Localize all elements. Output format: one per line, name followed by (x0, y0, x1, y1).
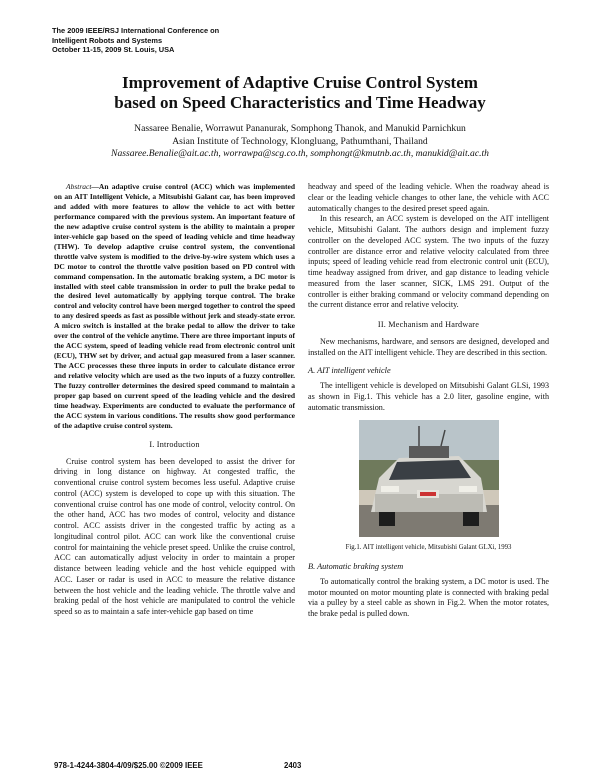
mechanism-text: New mechanisms, hardware, and sensors are designed, developed and installed on the AIT intelligent vehicle. They are described in this section. (308, 336, 549, 357)
abstract (54, 182, 295, 431)
page-number: 2403 (284, 761, 302, 770)
right-paragraph-2: In this research, an ACC system is developed on the AIT intelligent vehicle, Mitsubishi Galant. The authors design and implement fuzzy controller on the developed ACC system. The two inputs of the fuzzy controller are distance error and relative velocity calculated from three inputs; speed of leading vehicle read from electronic control unit (ECU), time headway assigned from driver, and gap distance to leading vehicle measured from the laser scanner, SICK, LMS 291. Output of the controller is either braking command or velocity command depending on the current distance error and relative velocity. (308, 214, 549, 310)
title-line-2: based on Speed Characteristics and Time Headway (114, 93, 486, 112)
conference-line-2: Intelligent Robots and Systems (52, 35, 163, 45)
section-heading-mechanism: II. Mechanism and Hardware (377, 320, 480, 329)
abstract-text: —An adaptive cruise control (ACC) which was implemented on an AIT Intelligent Vehicle, a Mitsubishi Galant car, has been improved and added with more features to allow the vehicle to act with better performance compared with the previous system. An important feature of the new adaptive cruise control system is the ability to maintain a proper inter-vehicle gap based on the speed of leading vehicle and time headway (THW). To develop adaptive cruise control system, the conventional throttle valve system is modified to the drive-by-wire system which uses a DC motor to control the throttle valve position based on PD control with command compensation. In the automatic braking system, a DC motor is installed with steel cable transmission in order to pull the brake pedal to the desired level automatically by applying torque control. The brake control and velocity control have been merged together to control the speed to any desired speeds as fast as possible without jerk and steady-state error. A micro switch is installed at the brake pedal to allow the driver to take over the control of the vehicle anytime. There are three important inputs of the ACC system, speed of leading vehicle read from electronic control unit (ECU), THW set by driver, and actual gap measured from a laser scanner. The ACC processes these three inputs in order to calculate distance error and relative velocity which are used as the two inputs of a fuzzy controller. The fuzzy controller determines the desired speed command to maintain a proper gap based on current speed of the leading vehicle and the desired time headway. Experiments are conducted to evaluate the performance of the ACC system in various conditions. The results show good performance of the adaptive cruise control system. (54, 182, 295, 430)
author-names: Nassaree Benalie, Worrawut Pananurak, Somphong Thanok, and Manukid Parnichkun (134, 123, 466, 134)
author-block (60, 123, 540, 161)
subsection-heading-a: A. AIT intelligent vehicle (308, 366, 391, 376)
author-emails: Nassaree.Benalie@ait.ac.th, worrawpa@scg.co.th, somphongt@kmutnb.ac.th, manukid@ait.ac.th (111, 148, 489, 160)
subsection-b-text: To automatically control the braking system, a DC motor is used. The motor mounted on motor mounting plate is connected with braking pedal via a pulley by a steel cable as shown in Fig.2. When the motor rotates, the brake pedal is pulled down. (308, 576, 549, 618)
footer-isbn: 978-1-4244-3804-4/09/$25.00 ©2009 IEEE (54, 761, 203, 770)
conference-line-3: October 11-15, 2009 St. Louis, USA (52, 45, 175, 55)
figure-caption: Fig.1. AIT intelligent vehicle, Mitsubishi Galant GLXi, 1993 (345, 544, 512, 552)
conference-header (52, 26, 219, 55)
abstract-lead: Abstract (66, 182, 92, 191)
right-paragraph-1: headway and speed of the leading vehicle. When the roadway ahead is clear or the leading vehicle changes to other lane, the vehicle with ACC automatically changes to the desired preset speed again. (308, 182, 549, 213)
conference-line-1: The 2009 IEEE/RSJ International Conference on (52, 26, 220, 35)
introduction-text: Cruise control system has been developed to assist the driver for driving in long distance on highway. At congested traffic, the conventional cruise control system becomes less useful. Adaptive cruise control (ACC) system is developed to cope up with this situation. The conventional cruise control has one mode of control, velocity control. On the other hand, ACC has two modes of control, velocity and distance control. ACC assists driver in the congested traffic by acting as a longitudinal control pilot. ACC can work like the conventional cruise control for maintaining the vehicle preset speed. Unlike the cruise control, ACC can automatically adjust velocity in order to maintain a proper distance between leading vehicle and the host vehicle equipped with ACC. Laser or radar is used in ACC to measure the relative distance between the host vehicle and the leading vehicle. The throttle valve and braking pedal of the host vehicle are manipulated to control the vehicle speed so as to maintain a safe inter-vehicle gap based on time (54, 456, 295, 617)
left-column (54, 182, 295, 618)
vehicle-photo (359, 420, 499, 537)
section-heading-introduction: I. Introduction (149, 439, 200, 449)
subsection-heading-b: B. Automatic braking system (308, 562, 404, 571)
title-line-1: Improvement of Adaptive Cruise Control System (122, 73, 478, 92)
right-column (308, 182, 549, 620)
subsection-a-text: The intelligent vehicle is developed on Mitsubishi Galant GLSi, 1993 as shown in Fig.1. This vehicle has a 2.0 liter, gasoline engine, with automatic transmission. (308, 381, 549, 412)
paper-title (60, 73, 540, 113)
author-affiliation: Asian Institute of Technology, Klongluang, Pathumthani, Thailand (172, 135, 428, 147)
